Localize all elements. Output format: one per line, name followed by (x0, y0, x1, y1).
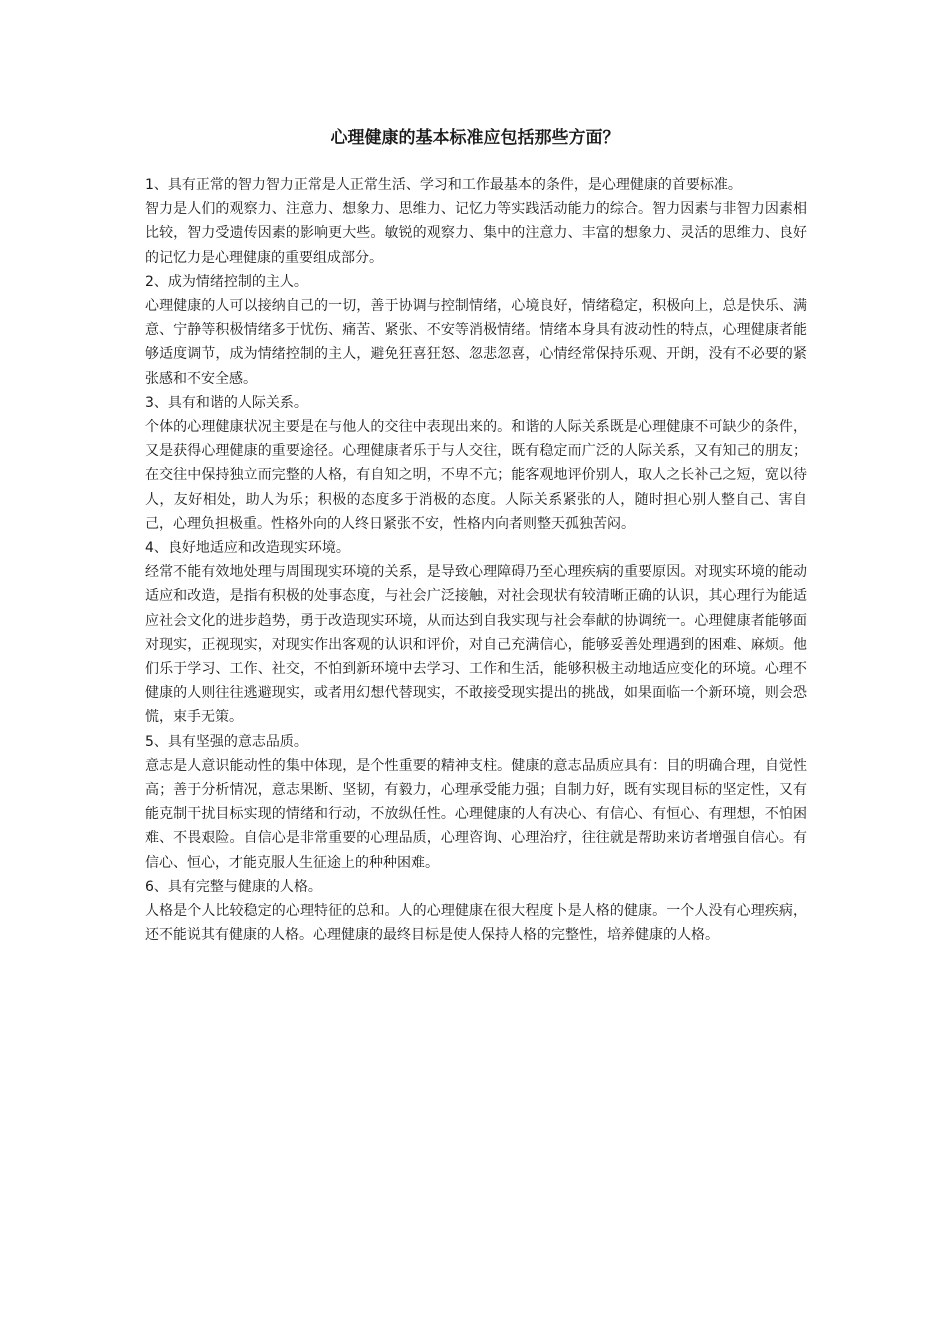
paragraph-heading-6: 6、具有完整与健康的人格。 (145, 878, 322, 895)
paragraph: 人格是个人比较稳定的心理特征的总和。人的心理健康在很大程度卜是人格的健康。一个人没有心理疾病，还不能说其有健康的人格。心理健康的最终目标是使人保持人格的完整性，培养健康的人格。 (145, 903, 807, 944)
paragraph-heading-4: 4、良好地适应和改造现实环境。 (145, 540, 350, 557)
paragraph-heading-5: 5、具有坚强的意志品质。 (145, 733, 308, 750)
paragraph: 智力是人们的观察力、注意力、想象力、思维力、记忆力等实践活动能力的综合。智力因素与非智力因素相比较，智力受遗传因素的影响更大些。敏锐的观察力、集中的注意力、丰富的想象力、灵活的思维力、良好的记忆力是心理健康的重要组成部分。 (145, 201, 807, 266)
paragraph: 经常不能有效地处理与周围现实环境的关系，是导致心理障碍乃至心理疾病的重要原因。对现实环境的能动适应和改造，是指有积极的处事态度，与社会广泛接触，对社会现状有较清晰正确的认识，其心理行为能适应社会文化的进步趋势，勇于改造现实环境，从而达到自我实现与社会奉献的协调统一。心理健康者能够面对现实，正视现实，对现实作出客观的认识和评价，对自己充满信心，能够妥善处理遇到的困难、麻烦。他们乐于学习、工作、社交，不怕到新环境中去学习、工作和生活，能够积极主动地适应变化的环境。心理不健康的人则往往逃避现实，或者用幻想代替现实，不敢接受现实提出的挑战，如果面临一个新环境，则会恐慌，束手无策。 (145, 564, 807, 726)
paragraph-heading-3: 3、具有和谐的人际关系。 (145, 394, 308, 411)
paragraph: 个体的心理健康状况主要是在与他人的交往中表现出来的。和谐的人际关系既是心理健康不可缺少的条件，又是获得心理健康的重要途径。心理健康者乐于与人交往，既有稳定而广泛的人际关系，又有知己的朋友；在交往中保持独立而完整的人格，有自知之明，不卑不亢；能客观地评价别人，取人之长补己之短，宽以待人，友好相处，助人为乐；积极的态度多于消极的态度。人际关系紧张的人，随时担心别人整自己、害自己，心理负担极重。性格外向的人终日紧张不安，性格内向者则整天孤独苦闷。 (145, 419, 807, 532)
document-title: 心理健康的基本标准应包括那些方面？ (330, 128, 620, 148)
paragraph-heading-2: 2、成为情绪控制的主人。 (145, 273, 308, 290)
paragraph: 意志是人意识能动性的集中体现，是个性重要的精神支柱。健康的意志品质应具有：目的明确合理，自觉性高；善于分析情况，意志果断、坚韧，有毅力，心理承受能力强；自制力好，既有实现目标的坚定性，又有能克制干扰目标实现的情绪和行动，不放纵任性。心理健康的人有决心、有信心、有恒心、有理想，不怕困难、不畏艰险。自信心是非常重要的心理品质，心理咨询、心理治疗，往往就是帮助来访者增强自信心。有信心、恒心，才能克服人生征途上的种种困难。 (145, 757, 807, 871)
paragraph-heading-1: 1、具有正常的智力智力正常是人正常生活、学习和工作最基本的条件，是心理健康的首要标准。 (145, 177, 742, 193)
document-body (145, 173, 807, 948)
paragraph: 心理健康的人可以接纳自己的一切，善于协调与控制情绪，心境良好，情绪稳定，积极向上，总是快乐、满意、宁静等积极情绪多于忧伤、痛苦、紧张、不安等消极情绪。情绪本身具有波动性的特点，心理健康者能够适度调节，成为情绪控制的主人，避免狂喜狂怒、忽悲忽喜，心情经常保持乐观、开朗，没有不必要的紧张感和不安全感。 (145, 298, 807, 387)
